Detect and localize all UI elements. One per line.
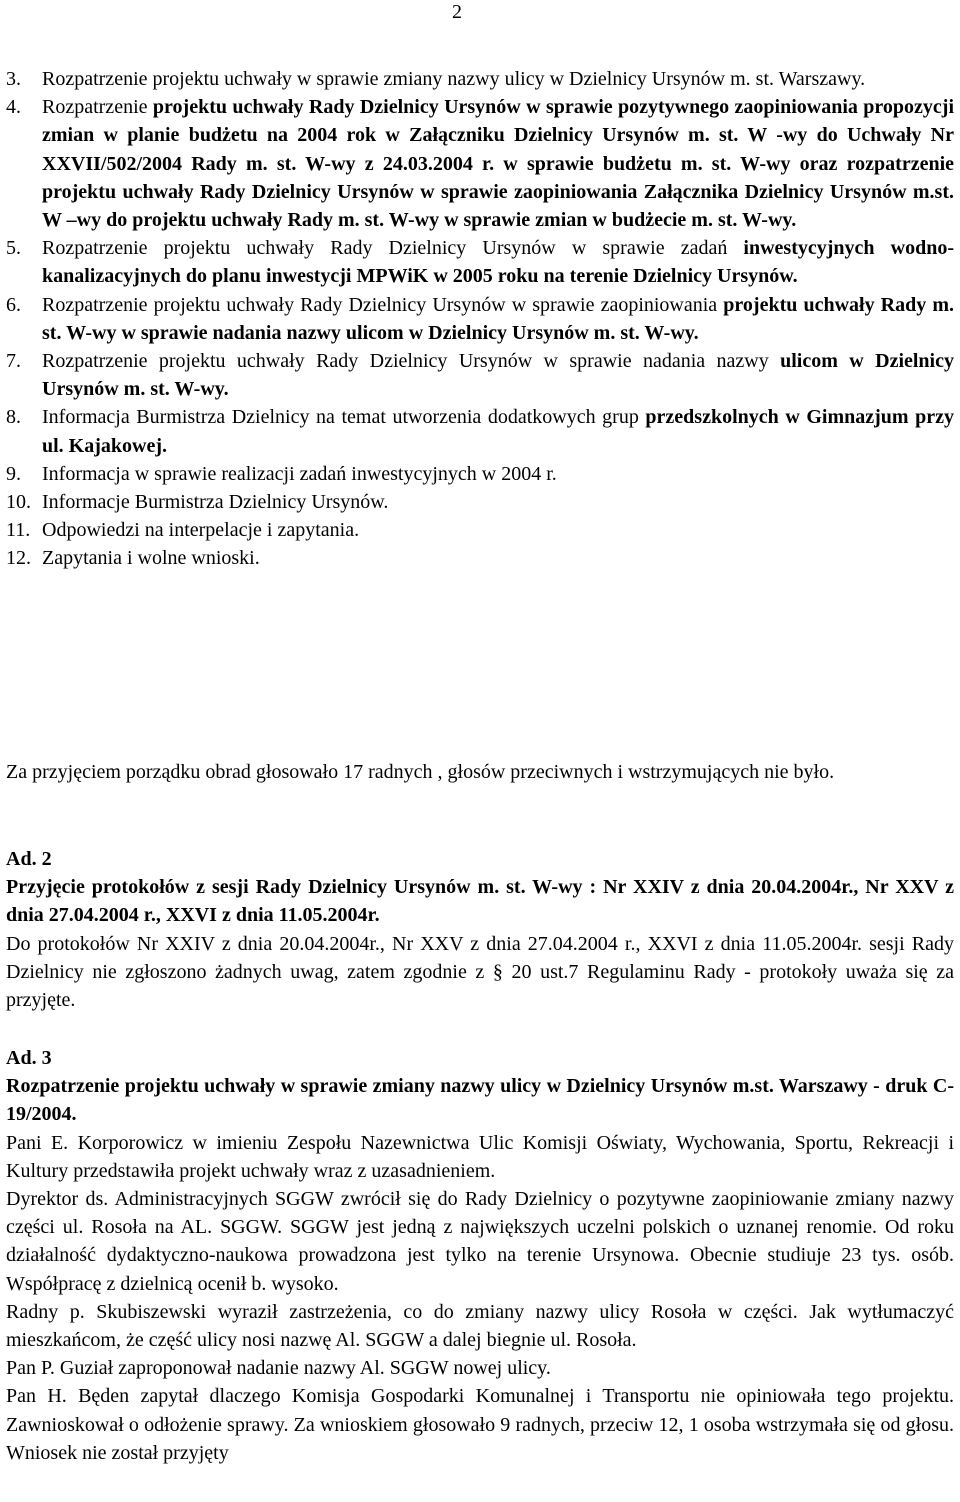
agenda-lead: Odpowiedzi na interpelacje i zapytania.: [42, 519, 360, 542]
agenda-lead: Rozpatrzenie projektu uchwały Rady Dzielnicy Ursynów w sprawie zadań: [42, 237, 728, 260]
agenda-item-9: [6, 460, 954, 488]
agenda-number: 6.: [6, 293, 21, 316]
agenda-list: [6, 65, 954, 573]
agenda-number: 12.: [6, 547, 31, 570]
agenda-rest: projektu uchwały Rady m. st. W-wy w sprawie nadania nazwy ulicom w Dzielnicy Ursynów m. st. W-wy.: [42, 293, 954, 344]
agenda-item-5: [6, 234, 954, 290]
agenda-item-4: [6, 93, 954, 234]
agenda-lead: Rozpatrzenie: [42, 96, 148, 119]
ad3-paragraph: Pan H. Będen zapytał dlaczego Komisja Gospodarki Komunalnej i Transportu nie opiniowała tego projektu. Zawnioskował o odłożenie sprawy. Za wnioskiem głosowało 9 radnych, przeciw 12, 1 osoba wstrzymała się od głosu. Wniosek nie został przyjęty: [6, 1385, 954, 1464]
agenda-lead: Informacje Burmistrza Dzielnicy Ursynów.: [42, 491, 389, 514]
ad2-title: Przyjęcie protokołów z sesji Rady Dzielnicy Ursynów m. st. W-wy : Nr XXIV z dnia 20.04.2004r., Nr XXV z dnia 27.04.2004 r., XXVI z dnia 11.05.2004r.: [6, 876, 954, 927]
ad3-section: [6, 1044, 954, 1467]
ad3-paragraph: Radny p. Skubiszewski wyraził zastrzeżenia, co do zmiany nazwy ulicy Rosoła w części. Jak wytłumaczyć mieszkańcom, że część ulicy nosi nazwę Al. SGGW a dalej biegnie ul. Rosoła.: [6, 1300, 954, 1352]
agenda-number: 4.: [6, 96, 21, 119]
ad3-paragraph: Pani E. Korporowicz w imieniu Zespołu Nazewnictwa Ulic Komisji Oświaty, Wychowania, Sportu, Rekreacji i Kultury przedstawiła projekt uchwały wraz z uzasadnieniem.: [6, 1131, 954, 1182]
votes-paragraph: Za przyjęciem porządku obrad głosowało 17 radnych , głosów przeciwnych i wstrzymujących nie było.: [6, 761, 835, 783]
agenda-item-10: [6, 488, 954, 516]
agenda-lead: Rozpatrzenie projektu uchwały Rady Dzielnicy Ursynów w sprawie zaopiniowania: [42, 293, 718, 316]
agenda-number: 10.: [6, 491, 31, 514]
agenda-lead: Informacja Burmistrza Dzielnicy na temat utworzenia dodatkowych grup: [42, 406, 639, 429]
agenda-number: 9.: [6, 462, 21, 485]
ad2-body: Do protokołów Nr XXIV z dnia 20.04.2004r., Nr XXV z dnia 27.04.2004 r., XXVI z dnia 11.05.2004r. sesji Rady Dzielnicy nie zgłoszono żadnych uwag, zatem zgodnie z § 20 ust.7 Regulaminu Rady - protokoły uważa się za przyjęte.: [6, 932, 954, 1012]
ad3-title: Rozpatrzenie projektu uchwały w sprawie zmiany nazwy ulicy w Dzielnicy Ursynów m.st. Warszawy - druk C-19/2004.: [6, 1075, 954, 1126]
agenda-rest: inwestycyjnych wodno-kanalizacyjnych do planu inwestycji MPWiK w 2005 roku na terenie Dzielnicy Ursynów.: [42, 237, 954, 288]
ad3-heading: Ad. 3: [6, 1047, 52, 1069]
agenda-rest: ulicom w Dzielnicy Ursynów m. st. W-wy.: [42, 350, 954, 401]
agenda-item-8: [6, 403, 954, 459]
agenda-rest: projektu uchwały Rady Dzielnicy Ursynów w sprawie pozytywnego zaopiniowania propozycji zmian w planie budżetu na 2004 rok w Załączniku Dzielnicy Ursynów m. st. W -wy do Uchwały Nr XXVII/502/2004 Rady m. st. W-wy z 24.03.2004 r. w sprawie budżetu m. st. W-wy oraz rozpatrzenie projektu uchwały Rady Dzielnicy Ursynów w sprawie zaopiniowania Załącznika Dzielnicy Ursynów m.st. W –wy do projektu uchwały Rady m. st. W-wy w sprawie zmian w budżecie m. st. W-wy.: [42, 96, 954, 232]
agenda-number: 7.: [6, 350, 21, 373]
agenda-item-3: [6, 65, 954, 93]
agenda-rest: przedszkolnych w Gimnazjum przy ul. Kajakowej.: [42, 406, 954, 457]
agenda-lead: Rozpatrzenie projektu uchwały Rady Dzielnicy Ursynów w sprawie nadania nazwy: [42, 350, 769, 373]
votes-section: [6, 758, 954, 786]
ad2-heading: Ad. 2: [6, 848, 52, 870]
agenda-lead: Zapytania i wolne wnioski.: [42, 547, 260, 570]
ad2-section: [6, 845, 954, 1014]
agenda-number: 3.: [6, 68, 21, 90]
agenda-number: 5.: [6, 237, 21, 260]
agenda-lead: Rozpatrzenie projektu uchwały w sprawie zmiany nazwy ulicy w Dzielnicy Ursynów m. st. Warszawy.: [42, 68, 866, 90]
ad3-paragraph: Dyrektor ds. Administracyjnych SGGW zwrócił się do Rady Dzielnicy o pozytywne zaopiniowanie zmiany nazwy części ul. Rosoła na AL. SGGW. SGGW jest jedną z największych uczelni polskich o uznanej renomie. Od roku działalność dydaktyczno-naukowa prowadzona jest tylko na terenie Ursynowa. Obecnie studiuje 23 tys. osób. Współpracę z dzielnicą ocenił b. wysoko.: [6, 1188, 954, 1295]
agenda-number: 8.: [6, 406, 21, 429]
agenda-item-6: [6, 291, 954, 347]
ad3-paragraph: Pan P. Guział zaproponował nadanie nazwy Al. SGGW nowej ulicy.: [6, 1357, 551, 1380]
agenda-lead: Informacja w sprawie realizacji zadań inwestycyjnych w 2004 r.: [42, 462, 557, 485]
agenda-item-12: [6, 544, 954, 572]
agenda-item-7: [6, 347, 954, 403]
page-number: 2: [452, 1, 462, 23]
agenda-item-11: [6, 516, 954, 544]
agenda-number: 11.: [6, 519, 31, 542]
